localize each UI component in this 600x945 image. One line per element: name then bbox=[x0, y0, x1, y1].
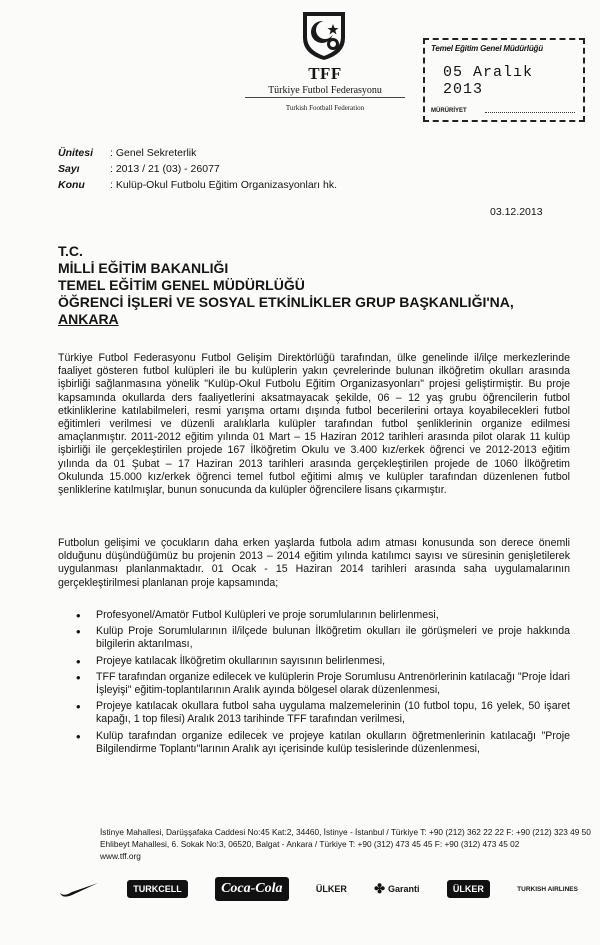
list-item: • TFF tarafından organize edilecek ve kulüplerin Proje Sorumlusu Antrenörlerinin katılacağı "Proje İdari İşleyişi" eğitim-toplantılarının Aralık ayında bölgesel olarak düzenlenmesi, bbox=[58, 671, 570, 697]
sponsor-name: TURKISH AIRLINES bbox=[517, 885, 578, 893]
sponsor-name: ÜLKER bbox=[452, 884, 484, 894]
list-item: • Profesyonel/Amatör Futbol Kulüpleri ve proje sorumlularının belirlenmesi, bbox=[58, 609, 570, 622]
address-line: Ehlibeyt Mahallesi, 6. Sokak No:3, 06520, Balgat - Ankara / Türkiye T: +90 (312) 473 45 45 F: +90 (312) 473 45 02 bbox=[100, 839, 520, 849]
list-item: • Kulüp Proje Sorumlularının il/ilçede bulunan İlköğretim okulları ile görüşmeleri ve proje hakkında bilgilerin aktarılması, bbox=[58, 625, 570, 651]
recipient-line: ÖĞRENCİ İŞLERİ VE SOSYAL ETKİNLİKLER GRUP BAŞKANLIĞI'NA, bbox=[58, 294, 514, 310]
address-line: İstinye Mahallesi, Darüşşafaka Caddesi No:45 Kat:2, 34460, İstinye - İstanbul / Türkiye T: +90 (212) 362 22 22 F: +90 (212) 323 49 50 bbox=[100, 827, 591, 837]
stamp-org: Temel Eğitim Genel Müdürlüğü bbox=[431, 44, 543, 53]
received-stamp bbox=[423, 38, 585, 122]
stamp-date: 05 Aralık 2013 bbox=[443, 64, 534, 98]
recipient-block bbox=[58, 243, 514, 328]
meta-key: Sayı bbox=[58, 163, 80, 175]
sponsor-logo-nike bbox=[58, 881, 100, 897]
recipient-line: T.C. bbox=[58, 243, 83, 259]
sponsor-logo-ulker bbox=[316, 884, 347, 894]
meta-value: : Kulüp-Okul Futbolu Eğitim Organizasyonları hk. bbox=[110, 179, 338, 191]
sponsor-name: TURKCELL bbox=[133, 884, 182, 894]
list-item: • Projeye katılacak İlköğretim okullarının sayısının belirlenmesi, bbox=[58, 655, 570, 668]
org-name-tr: Türkiye Futbol Federasyonu bbox=[245, 85, 405, 98]
sponsor-name: Coca-Cola bbox=[221, 881, 283, 896]
meta-key: Konu bbox=[58, 179, 85, 191]
scope-list bbox=[58, 609, 570, 759]
stamp-divider bbox=[485, 112, 575, 113]
recipient-line: TEMEL EĞİTİM GENEL MÜDÜRLÜĞÜ bbox=[58, 277, 305, 293]
document-meta bbox=[58, 145, 337, 193]
body-paragraph-2: Futbolun gelişimi ve çocukların daha erken yaşlarda futbola adım atması konusunda son derece önemli olduğunu düşündüğümüz bu projenin 2013 – 2014 eğitim yılında katılımcı sayısı ve süresinin genişletilerek uygulanması planlanmaktadır. 01 Ocak - 15 Haziran 2014 tarihleri arasında saha uygulamalarının gerçekleştirilmesi planlanan proje kapsamında; bbox=[58, 537, 570, 589]
meta-row-number bbox=[58, 161, 337, 177]
recipient-line: MİLLİ EĞİTİM BAKANLIĞI bbox=[58, 260, 229, 276]
meta-value: : 2013 / 21 (03) - 26077 bbox=[110, 163, 220, 175]
org-short-name: TFF bbox=[308, 64, 342, 83]
meta-value: : Genel Sekreterlik bbox=[110, 147, 197, 159]
org-name-en: Turkish Football Federation bbox=[285, 104, 365, 112]
sponsor-bar bbox=[58, 873, 578, 905]
sponsor-logo-garanti bbox=[374, 881, 419, 897]
sponsor-name: ÜLKER bbox=[315, 884, 347, 894]
website-link[interactable]: www.tff.org bbox=[100, 851, 141, 861]
swoosh-icon bbox=[58, 881, 100, 897]
clover-icon: ✤ bbox=[374, 881, 386, 896]
list-item: • Kulüp tarafından organize edilecek ve projeye katılan okulların öğretmenlerinin katılacağı "Proje Bilgilendirme Toplantı"larının Aralık ayı içerisinde kulüp tesislerinde düzenlenmesi, bbox=[58, 730, 570, 756]
sponsor-logo-ulker-2 bbox=[447, 880, 490, 898]
meta-key: Ünitesi bbox=[58, 147, 94, 159]
stamp-label: MÜRÜRİYET bbox=[431, 108, 467, 114]
footer-address bbox=[100, 826, 591, 862]
recipient-city: ANKARA bbox=[58, 311, 119, 327]
sponsor-name: Garanti bbox=[388, 884, 420, 894]
meta-row-subject bbox=[58, 177, 337, 193]
letter-date: 03.12.2013 bbox=[490, 206, 543, 218]
meta-row-unit bbox=[58, 145, 337, 161]
sponsor-logo-turkcell bbox=[127, 880, 188, 898]
tff-crest-icon bbox=[297, 8, 351, 62]
sponsor-logo-cocacola bbox=[215, 877, 288, 901]
sponsor-logo-thy bbox=[517, 886, 578, 893]
body-paragraph-1: Türkiye Futbol Federasyonu Futbol Gelişim Direktörlüğü tarafından, ülke genelinde il/ilçe merkezlerinde faaliyet gösteren futbol kulüpleri ile bu kulüplerin yakın çevrelerinde bulunan ilköğretim okulları arasında işbirliği sağlanmasına yönelik "Kulüp-Okul Futbolu Eğitim Organizasyonları" projesi geliştirmiştir. Bu proje kapsamında okullarda ders faaliyetlerini aksatmayacak şekilde, 06 – 12 yaş grubu öğrencilerin futbol etkinliklerine katılabilmeleri, resmi yarışma ortamı dışında futbol becerilerini ortaya koyabilecekleri futbol eğitimleri verilmesi ve düzenli aralıklarla kulüpler tarafından futbol şenliklerinin organize edilmesi amaçlanmıştır. 2011-2012 eğitim yılında 01 Mart – 15 Haziran 2012 tarihleri arasında pilot olarak 11 kulüp işbirliği ile gerçekleştirilen projede 167 İlköğretim Okulu ve 3.400 kız/erkek öğrenci ve 2012-2013 eğitim yılında da 01 Şubat – 17 Haziran 2013 tarihleri arasında gerçekleştirilen projede de 1060 İlköğretim Okulunda 15.000 kız/erkek öğrenci temel futbol eğitimi almış ve kulüpler tarafından düzenlenen futbol şenliklerine katılmışlar, bunun sonucunda da kulüpler öğrencilere lisans çıkarmıştır. bbox=[58, 352, 570, 497]
list-item: • Projeye katılacak okullara futbol saha uygulama malzemelerinin (10 futbol topu, 16 yelek, 50 işaret kapağı, 1 top filesi) Aralık 2013 tarihinde TFF tarafından verilmesi, bbox=[58, 700, 570, 726]
